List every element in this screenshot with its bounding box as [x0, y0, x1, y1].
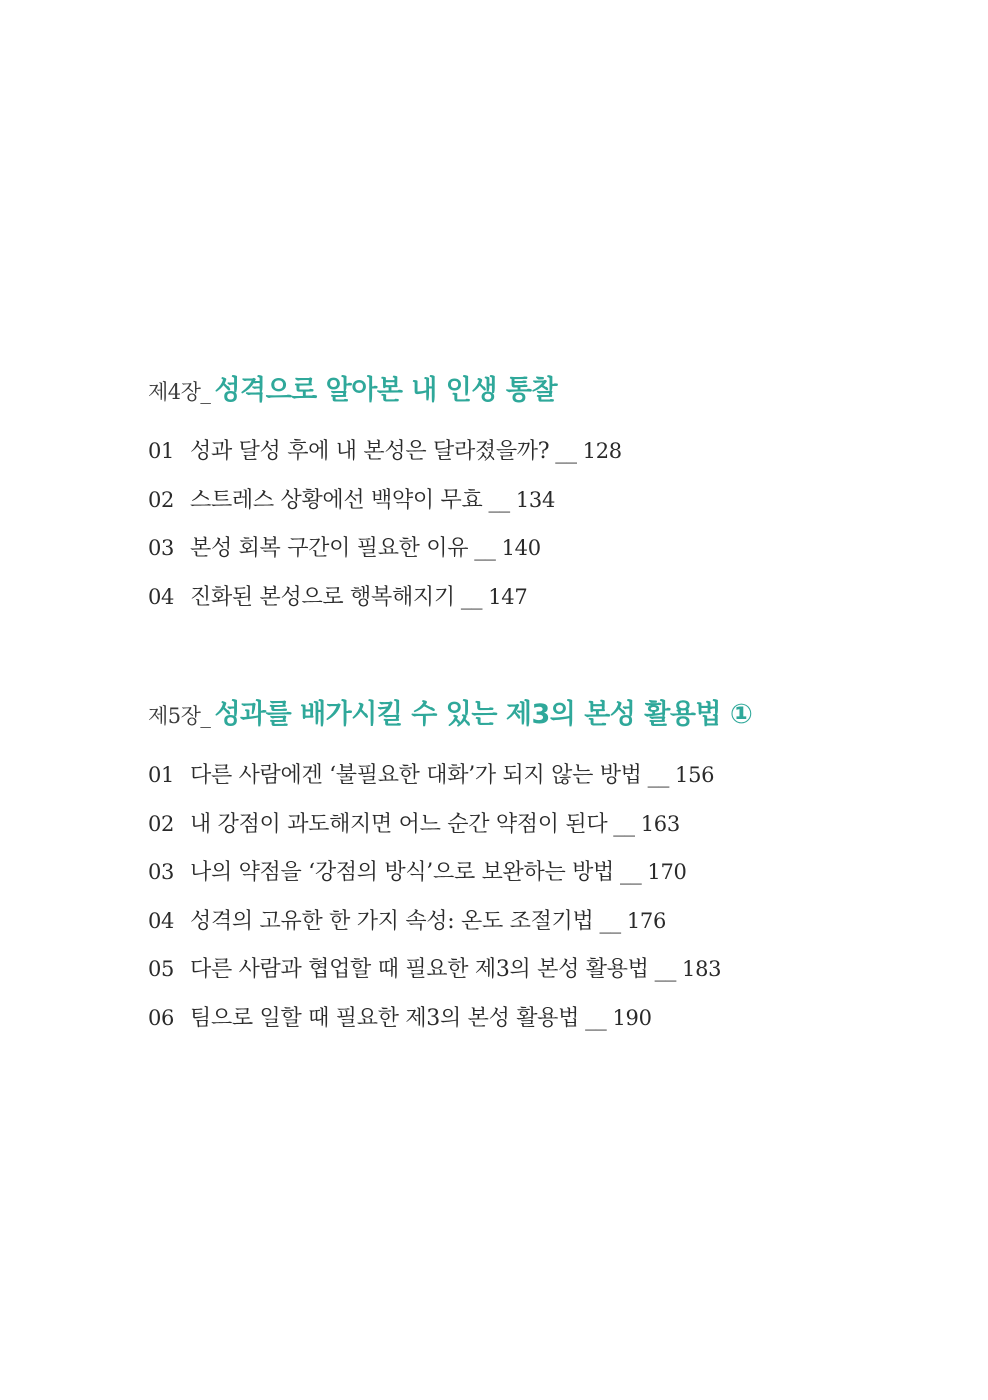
entry-title: 다른 사람에겐 ‘불필요한 대화’가 되지 않는 방법	[190, 763, 642, 788]
entry-page-number: 176	[626, 908, 667, 933]
toc-entry[interactable]	[148, 1001, 928, 1050]
toc-list	[148, 434, 928, 628]
entry-separator: __	[620, 860, 642, 885]
entry-title: 팀으로 일할 때 필요한 제3의 본성 활용법	[190, 1005, 580, 1031]
entry-title: 나의 약점을 ‘강점의 방식’으로 보완하는 방법	[190, 860, 614, 885]
entry-page-number: 183	[682, 957, 722, 981]
toc-entry[interactable]	[148, 855, 928, 904]
entry-page-number: 170	[647, 860, 687, 884]
entry-separator: __	[613, 811, 635, 837]
entry-title: 내 강점이 과도해지면 어느 순간 약점이 된다	[190, 811, 608, 837]
toc-entry[interactable]	[148, 434, 928, 483]
entry-number: 02	[148, 811, 175, 836]
chapter-heading	[148, 368, 928, 416]
entry-number: 03	[148, 536, 175, 560]
entry-number: 04	[148, 908, 175, 933]
entry-page-number: 190	[612, 1005, 652, 1030]
entry-page-number: 163	[640, 811, 680, 836]
entry-number: 06	[148, 1005, 175, 1030]
entry-page-number: 140	[501, 536, 541, 560]
entry-separator: __	[599, 908, 621, 934]
entry-number: 01	[148, 763, 175, 787]
entry-separator: __	[585, 1005, 607, 1031]
chapter-4-section	[148, 368, 928, 628]
toc-entry[interactable]	[148, 483, 928, 532]
toc-entry[interactable]	[148, 580, 928, 629]
entry-title: 성과 달성 후에 내 본성은 달라졌을까?	[190, 439, 550, 464]
entry-page-number: 134	[515, 487, 556, 512]
entry-title: 본성 회복 구간이 필요한 이유	[190, 536, 469, 561]
entry-separator: __	[555, 439, 577, 464]
entry-number: 03	[148, 860, 175, 884]
chapter-title: 성격으로 알아본 내 인생 통찰	[214, 375, 558, 406]
entry-number: 02	[148, 487, 175, 512]
toc-entry[interactable]	[148, 531, 928, 580]
toc-list	[148, 758, 928, 1049]
entry-page-number: 128	[582, 439, 622, 463]
entry-title: 스트레스 상황에선 백약이 무효	[190, 487, 483, 513]
chapter-label: 제4장_	[148, 380, 211, 404]
entry-title: 성격의 고유한 한 가지 속성: 온도 조절기법	[190, 908, 594, 934]
chapter-label: 제5장_	[148, 704, 211, 728]
entry-number: 04	[148, 584, 175, 609]
entry-title: 다른 사람과 협업할 때 필요한 제3의 본성 활용법	[190, 957, 649, 982]
chapter-heading	[148, 692, 928, 740]
entry-page-number: 147	[488, 584, 528, 609]
entry-number: 01	[148, 439, 175, 463]
entry-page-number: 156	[675, 763, 715, 787]
entry-number: 05	[148, 957, 175, 981]
entry-separator: __	[647, 763, 670, 788]
toc-entry[interactable]	[148, 952, 928, 1001]
chapter-title: 성과를 배가시킬 수 있는 제3의 본성 활용법 ①	[214, 699, 753, 730]
entry-separator: __	[488, 487, 510, 513]
entry-separator: __	[474, 536, 496, 561]
toc-entry[interactable]	[148, 758, 928, 807]
toc-entry[interactable]	[148, 807, 928, 856]
entry-separator: __	[460, 584, 483, 610]
toc-entry[interactable]	[148, 904, 928, 953]
entry-title: 진화된 본성으로 행복해지기	[190, 584, 455, 610]
entry-separator: __	[654, 957, 677, 982]
chapter-5-section	[148, 692, 928, 1049]
